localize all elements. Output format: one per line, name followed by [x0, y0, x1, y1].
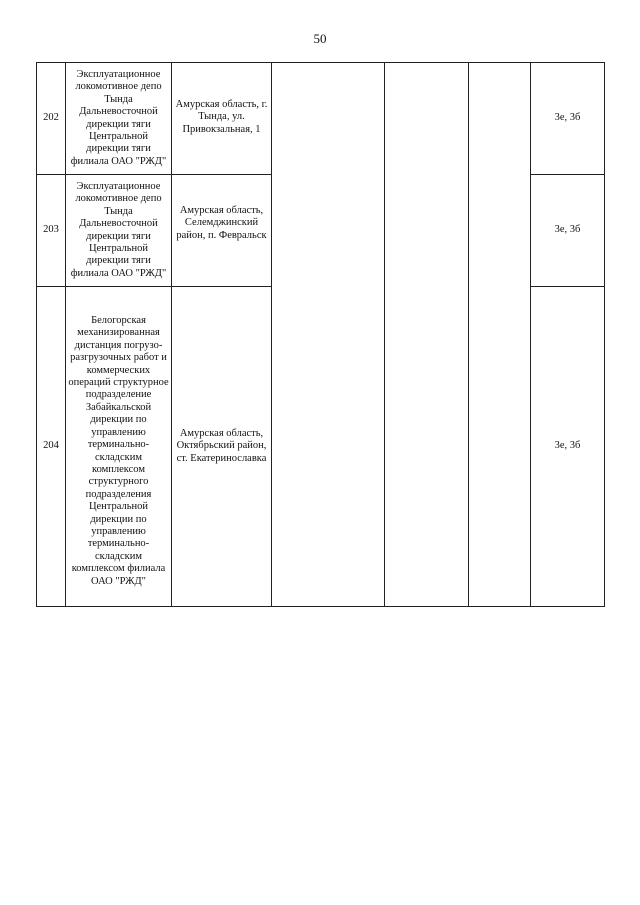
organization-name: Эксплуатационное локомотивное депо Тында Дальневосточной дирекции тяги Центральной дирекции тяги филиала ОАО "РЖД": [66, 175, 172, 287]
empty-cell: [385, 63, 469, 607]
organization-name: Белогорская механизированная дистанция погрузо-разгрузочных работ и коммерческих операций структурное подразделение Забайкальской дирекции по управлению терминально-складским комплексом структурного подразделения Центральной дирекции по управлению терминально-складским комплексом филиала ОАО "РЖД": [66, 287, 172, 607]
empty-cell: [272, 63, 385, 607]
row-number: 203: [37, 175, 66, 287]
address: Амурская область, Октябрьский район, ст. Екатеринославка: [172, 287, 272, 607]
row-number: 204: [37, 287, 66, 607]
page-number: 50: [313, 31, 327, 46]
document-table: [36, 62, 605, 607]
code-cell: 3е, 3б: [531, 287, 605, 607]
address: Амурская область, г. Тында, ул. Привокзальная, 1: [172, 63, 272, 175]
row-number: 202: [37, 63, 66, 175]
code-cell: 3е, 3б: [531, 175, 605, 287]
empty-cell: [469, 63, 531, 607]
organization-name: Эксплуатационное локомотивное депо Тында Дальневосточной дирекции тяги Центральной дирекции тяги филиала ОАО "РЖД": [66, 63, 172, 175]
table-row: [37, 63, 605, 175]
code-cell: 3е, 3б: [531, 63, 605, 175]
address: Амурская область, Селемджинский район, п. Февральск: [172, 175, 272, 287]
